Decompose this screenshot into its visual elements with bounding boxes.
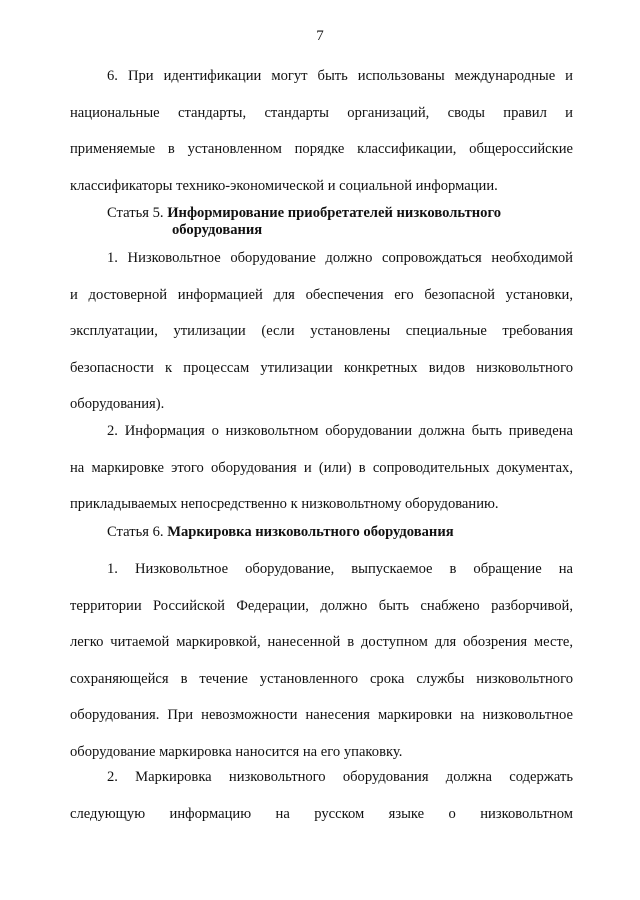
text-line: национальные стандарты, стандарты организаций, своды правил и <box>70 104 573 121</box>
text-line: следующую информацию на русском языке о низковольтном <box>70 805 573 822</box>
text-line: легко читаемой маркировкой, нанесенной в доступном для обозрения месте, <box>70 634 573 650</box>
paragraph-accompanying-information <box>70 240 573 423</box>
article-heading-line <box>107 205 573 222</box>
article-5-heading <box>107 205 573 239</box>
text-line: 1. Низковольтное оборудование, выпускаемое в обращение на <box>107 561 573 577</box>
text-line: 2. Маркировка низковольтного оборудования должна содержать <box>107 769 573 785</box>
article-title: Маркировка низковольтного оборудования <box>167 524 454 540</box>
paragraph-marking-content <box>70 759 573 832</box>
text-line: безопасности к процессам утилизации конкретных видов низковольтного <box>70 359 573 376</box>
text-line: территории Российской Федерации, должно быть снабжено разборчивой, <box>70 597 573 614</box>
article-prefix: Статья 6. <box>107 524 164 540</box>
text-line: эксплуатации, утилизации (если установлены специальные требования <box>70 323 573 339</box>
text-line: применяемые в установленном порядке классификации, общероссийские <box>70 141 573 157</box>
text-line: сохраняющейся в течение установленного срока службы низковольтного <box>70 670 573 687</box>
article-heading-line <box>107 524 573 541</box>
page-number: 7 <box>316 28 324 44</box>
text-line: прикладываемых непосредственно к низковольтному оборудованию. <box>70 496 499 512</box>
article-title: Информирование приобретателей низковольтного <box>167 205 502 221</box>
text-line: 1. Низковольтное оборудование должно сопровождаться необходимой <box>107 250 573 266</box>
text-line: оборудования. При невозможности нанесения маркировки на низковольтное <box>70 707 573 723</box>
article-title-continuation: оборудования <box>172 222 263 238</box>
article-prefix: Статья 5. <box>107 205 164 221</box>
text-line: оборудования). <box>70 396 165 412</box>
text-line: 6. При идентификации могут быть использованы международные и <box>107 68 573 84</box>
text-line: 2. Информация о низковольтном оборудовании должна быть приведена <box>107 423 573 439</box>
article-6-heading <box>107 524 573 541</box>
text-line: на маркировке этого оборудования и (или) в сопроводительных документах, <box>70 459 573 476</box>
text-line: и достоверной информацией для обеспечения его безопасной установки, <box>70 286 573 303</box>
text-line: классификаторы технико-экономической и социальной информации. <box>70 177 498 194</box>
text-line: оборудование маркировка наносится на его упаковку. <box>70 743 403 760</box>
paragraph-marking-requirements <box>70 551 573 770</box>
paragraph-identification-standards <box>70 58 573 204</box>
paragraph-information-placement <box>70 413 573 523</box>
